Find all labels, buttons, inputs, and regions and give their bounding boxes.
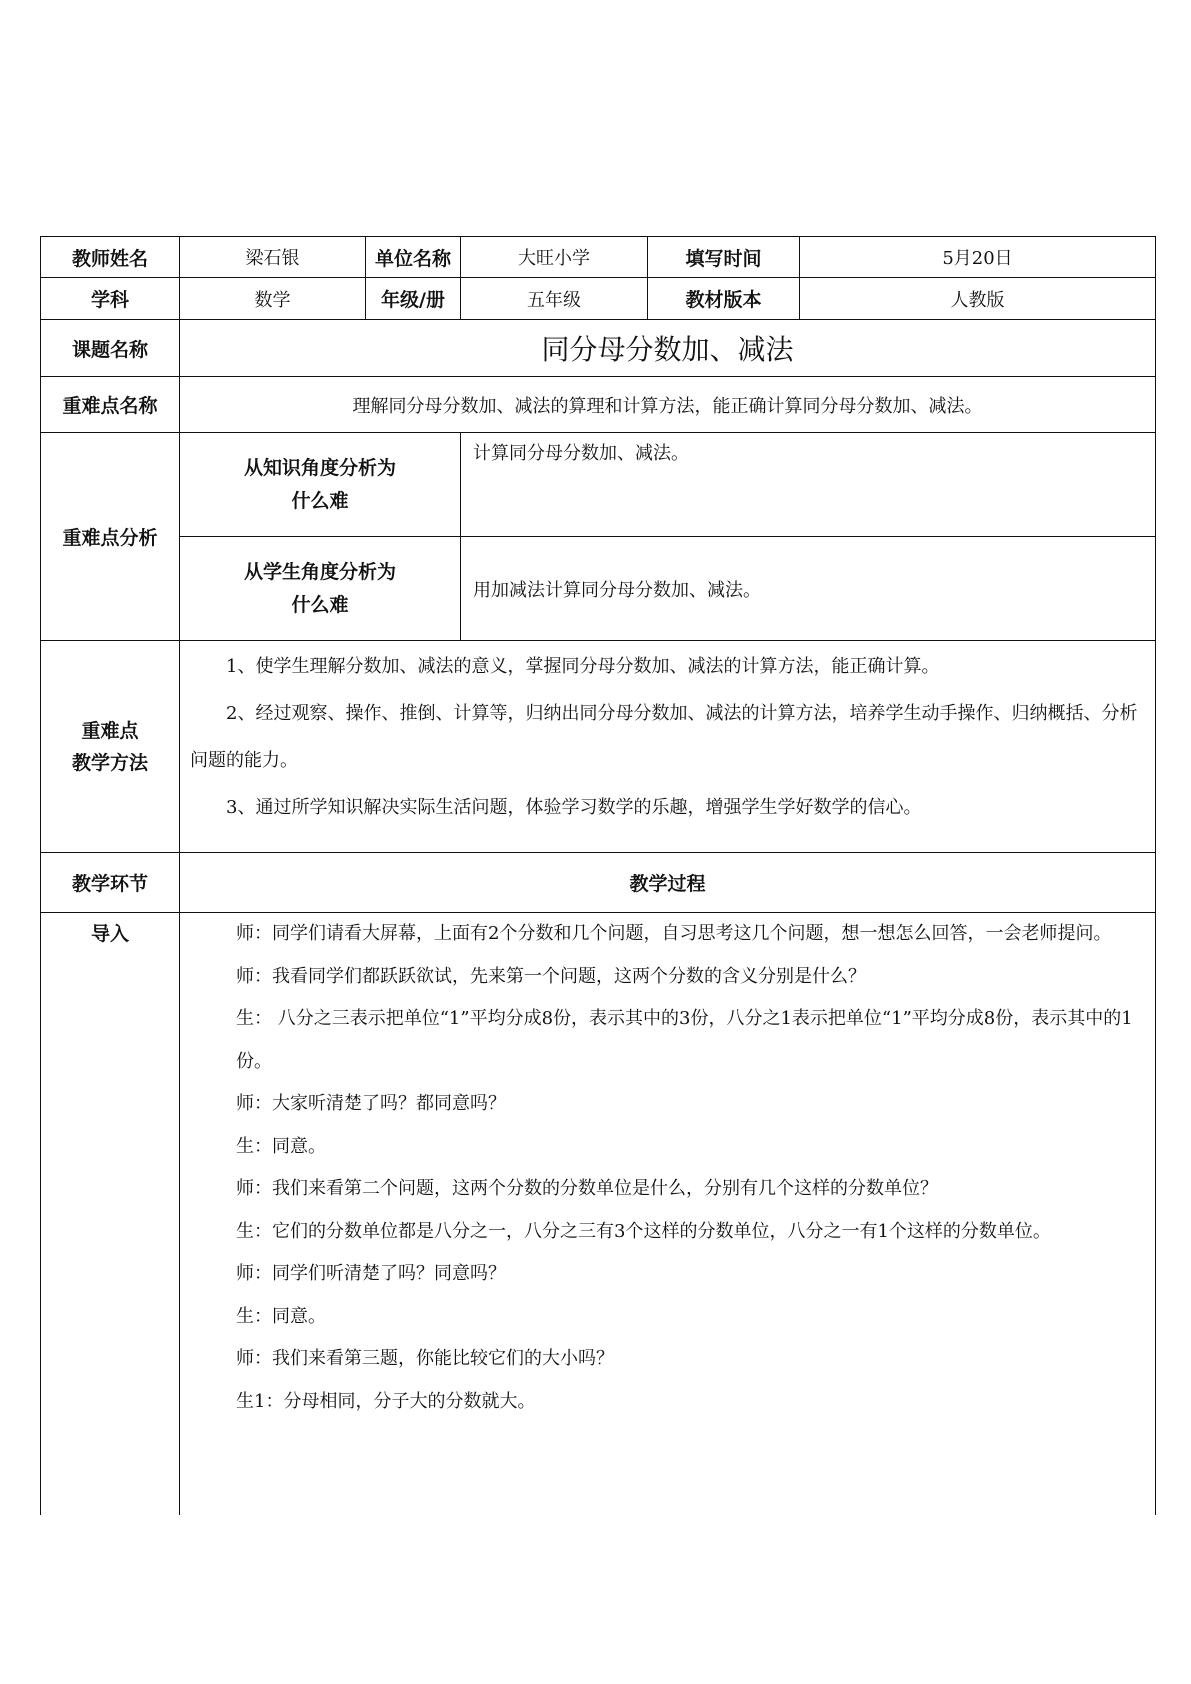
subject-label: 学科 xyxy=(41,278,180,320)
student-angle-label xyxy=(180,537,461,641)
edition-label: 教材版本 xyxy=(648,278,800,320)
knowledge-angle-label xyxy=(180,433,461,537)
methods-label-line-1: 重难点 xyxy=(81,719,139,742)
info-row-1 xyxy=(41,237,1156,278)
knowledge-angle-line-2: 什么难 xyxy=(291,489,349,512)
knowledge-angle-line-1: 从知识角度分析为 xyxy=(243,456,396,479)
dialogue-line: 师：我们来看第三题，你能比较它们的大小吗？ xyxy=(236,1348,614,1369)
teacher-label: 教师姓名 xyxy=(41,237,180,278)
methods-label xyxy=(41,641,180,853)
analysis-row-student xyxy=(41,537,1156,641)
method-item: 3、通过所学知识解决实际生活问题，体验学习数学的乐趣，增强学生学好数学的信心。 xyxy=(226,797,922,818)
grade-value: 五年级 xyxy=(461,278,648,320)
dialogue-line: 师：同学们听清楚了吗？同意吗？ xyxy=(236,1263,506,1284)
analysis-row-knowledge xyxy=(41,433,1156,537)
grade-label: 年级/册 xyxy=(366,278,461,320)
key-point-row xyxy=(41,377,1156,433)
student-angle-line-1: 从学生角度分析为 xyxy=(243,560,396,583)
intro-label: 导入 xyxy=(41,913,180,1515)
lesson-plan-table xyxy=(40,236,1156,1515)
dialogue-line: 生：它们的分数单位都是八分之一，八分之三有3个这样的分数单位，八分之一有1个这样的分数单位。 xyxy=(236,1220,1051,1242)
method-item: 1、使学生理解分数加、减法的意义，掌握同分母分数加、减法的计算方法，能正确计算。 xyxy=(226,656,940,677)
dialogue-line: 师：同学们请看大屏幕，上面有2个分数和几个问题，自习思考这几个问题，想一想怎么回答，一会老师提问。 xyxy=(236,923,1112,944)
analysis-label: 重难点分析 xyxy=(41,433,180,641)
info-row-2 xyxy=(41,278,1156,320)
process-label: 教学过程 xyxy=(180,853,1156,913)
stage-label: 教学环节 xyxy=(41,853,180,913)
methods-label-line-2: 教学方法 xyxy=(71,751,148,774)
student-angle-value: 用加减法计算同分母分数加、减法。 xyxy=(473,579,761,601)
student-angle-line-2: 什么难 xyxy=(291,593,349,616)
topic-label: 课题名称 xyxy=(41,320,180,377)
knowledge-angle-value: 计算同分母分数加、减法。 xyxy=(473,443,689,464)
knowledge-angle-value-cell xyxy=(461,433,1156,537)
time-label: 填写时间 xyxy=(648,237,800,278)
subject-value: 数学 xyxy=(180,278,366,320)
unit-name: 大旺小学 xyxy=(461,237,648,278)
dialogue-line: 师：我看同学们都跃跃欲试，先来第一个问题，这两个分数的含义分别是什么？ xyxy=(236,965,866,987)
intro-process-content xyxy=(180,913,1156,1515)
key-point-label: 重难点名称 xyxy=(41,377,180,433)
dialogue-line: 师：大家听清楚了吗？都同意吗？ xyxy=(236,1093,506,1114)
time-value: 5月20日 xyxy=(800,237,1156,278)
topic-row xyxy=(41,320,1156,377)
method-item: 2、经过观察、操作、推倒、计算等，归纳出同分母分数加、减法的计算方法，培养学生动手操作、归纳概括、分析问题的能力。 xyxy=(190,703,1138,771)
dialogue-line: 生1：分母相同，分子大的分数就大。 xyxy=(236,1390,536,1412)
dialogue-line: 生：同意。 xyxy=(236,1305,326,1327)
methods-content xyxy=(180,641,1156,853)
dialogue-line: 生：同意。 xyxy=(236,1135,326,1157)
unit-label: 单位名称 xyxy=(366,237,461,278)
dialogue-line: 师：我们来看第二个问题，这两个分数的分数单位是什么，分别有几个这样的分数单位？ xyxy=(236,1178,938,1199)
dialogue-line: 生： 八分之三表示把单位“1”平均分成8份，表示其中的3份，八分之1表示把单位“1”平均分成8份，表示其中的1份。 xyxy=(236,1008,1133,1072)
intro-row xyxy=(41,913,1156,1515)
process-header-row xyxy=(41,853,1156,913)
methods-row xyxy=(41,641,1156,853)
key-point-value: 理解同分母分数加、减法的算理和计算方法，能正确计算同分母分数加、减法。 xyxy=(180,377,1156,433)
edition-value: 人教版 xyxy=(800,278,1156,320)
student-angle-value-cell xyxy=(461,537,1156,641)
topic-value: 同分母分数加、减法 xyxy=(180,320,1156,377)
teacher-name: 梁石银 xyxy=(180,237,366,278)
